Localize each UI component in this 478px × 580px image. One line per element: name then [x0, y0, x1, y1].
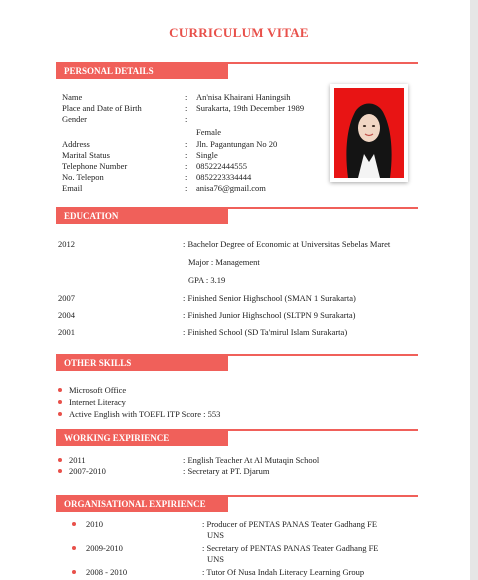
colon: :	[185, 92, 188, 102]
colon: :	[185, 161, 188, 171]
section-divider	[56, 207, 418, 209]
colon: :	[185, 139, 188, 149]
address-label: Address	[62, 139, 90, 149]
section-divider	[56, 495, 418, 497]
org-year-1: 2010	[86, 519, 103, 529]
org-year-2: 2009-2010	[86, 543, 123, 553]
education-year-1: 2012	[58, 239, 75, 249]
marital-value: Single	[196, 150, 218, 160]
marital-label: Marital Status	[62, 150, 110, 160]
education-text-4: : Finished School (SD Ta'mirul Islam Surakarta)	[183, 327, 348, 337]
birth-value: Surakarta, 19th December 1989	[196, 103, 305, 113]
section-organisational-experience: ORGANISATIONAL EXPIRIENCE	[56, 496, 228, 512]
education-year-4: 2001	[58, 327, 75, 337]
birth-label: Place and Date of Birth	[62, 103, 142, 113]
bullet-icon	[72, 546, 76, 550]
org-text-2b: UNS	[207, 554, 225, 564]
skill-item: Internet Literacy	[69, 397, 126, 407]
section-working-experience: WORKING EXPIRIENCE	[56, 430, 228, 446]
section-other-skills: OTHER SKILLS	[56, 355, 228, 371]
colon: :	[185, 114, 188, 124]
section-divider	[56, 429, 418, 431]
page-edge	[470, 0, 478, 580]
telepon-value: 0852223334444	[196, 172, 252, 182]
skill-item: Active English with TOEFL ITP Score : 553	[69, 409, 221, 419]
colon: :	[185, 150, 188, 160]
section-education: EDUCATION	[56, 208, 228, 224]
email-label: Email	[62, 183, 83, 193]
colon: :	[185, 172, 188, 182]
bullet-icon	[58, 388, 62, 392]
phone-value: 085222444555	[196, 161, 247, 171]
person-portrait-icon	[334, 88, 404, 178]
section-personal-details: PERSONAL DETAILS	[56, 63, 228, 79]
org-text-2: : Secretary of PENTAS PANAS Teater Gadhang FE	[202, 543, 379, 553]
education-text-2: : Finished Senior Highschool (SMAN 1 Surakarta)	[183, 293, 356, 303]
education-year-2: 2007	[58, 293, 75, 303]
phone-label: Telephone Number	[62, 161, 128, 171]
skill-item: Microsoft Office	[69, 385, 127, 395]
address-value: Jln. Pagantungan No 20	[196, 139, 278, 149]
bullet-icon	[72, 570, 76, 574]
bullet-icon	[58, 458, 62, 462]
education-major: Major : Management	[188, 257, 260, 267]
section-divider	[56, 354, 418, 356]
section-divider	[56, 62, 418, 64]
education-text-1: : Bachelor Degree of Economic at Universitas Sebelas Maret	[183, 239, 391, 249]
name-value: An'nisa Khairani Haningsih	[196, 92, 291, 102]
colon: :	[185, 103, 188, 113]
gender-value: Female	[196, 127, 222, 137]
name-label: Name	[62, 92, 83, 102]
bullet-icon	[58, 412, 62, 416]
bullet-icon	[72, 522, 76, 526]
colon: :	[185, 183, 188, 193]
profile-photo-frame	[330, 84, 408, 182]
gender-label: Gender	[62, 114, 88, 124]
education-text-3: : Finished Junior Highschool (SLTPN 9 Surakarta)	[183, 310, 356, 320]
work-year-1: 2011	[69, 455, 86, 465]
bullet-icon	[58, 469, 62, 473]
work-year-2: 2007-2010	[69, 466, 106, 476]
work-text-1: : English Teacher At Al Mutaqin School	[183, 455, 320, 465]
org-text-3: : Tutor Of Nusa Indah Literacy Learning Group	[202, 567, 365, 577]
org-text-1: : Producer of PENTAS PANAS Teater Gadhang FE	[202, 519, 378, 529]
org-text-1b: UNS	[207, 530, 225, 540]
profile-photo	[334, 88, 404, 178]
telepon-label: No. Telepon	[62, 172, 104, 182]
email-value: anisa76@gmail.com	[196, 183, 266, 193]
education-year-3: 2004	[58, 310, 75, 320]
bullet-icon	[58, 400, 62, 404]
cv-title: CURRICULUM VITAE	[169, 25, 309, 40]
education-gpa: GPA : 3.19	[188, 275, 226, 285]
work-text-2: : Secretary at PT. Djarum	[183, 466, 270, 476]
org-year-3: 2008 - 2010	[86, 567, 128, 577]
